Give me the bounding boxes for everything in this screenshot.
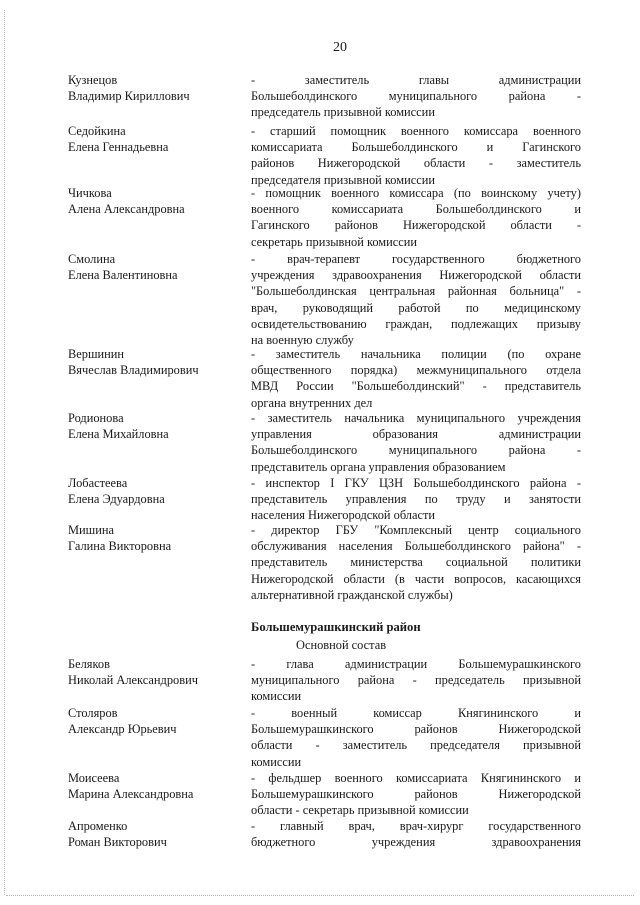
- role-line: - заместитель начальника полиции (по охране: [251, 347, 581, 361]
- role-line: области - секретарь призывной комиссии: [251, 803, 469, 818]
- member-given-name: Алена Александровна: [68, 202, 185, 217]
- member-role: [251, 818, 581, 850]
- role-line: - помощник военного комиссара (по воинскому учету): [251, 186, 581, 200]
- member-role: [251, 475, 581, 524]
- role-line: муниципального района - председатель призывной: [251, 673, 581, 688]
- member-given-name: Марина Александровна: [68, 787, 194, 802]
- member-given-name: Вячеслав Владимирович: [68, 363, 199, 378]
- role-line: - инспектор I ГКУ ЦЗН Большеболдинского района -: [251, 476, 581, 490]
- scan-edge-bottom: [6, 895, 634, 896]
- member-given-name: Владимир Кириллович: [68, 89, 190, 104]
- role-line: управления образования администрации: [251, 427, 581, 442]
- role-line: Большеболдинского муниципального района -: [251, 89, 581, 104]
- role-line: - врач-терапевт государственного бюджетного: [251, 252, 581, 266]
- member-given-name: Елена Геннадьевна: [68, 140, 169, 155]
- role-line: врач, руководящий работой по медицинскому: [251, 300, 581, 315]
- member-role: [251, 656, 581, 705]
- member-surname: Смолина: [68, 252, 116, 266]
- member-role: [251, 770, 581, 819]
- section-title: Большемурашкинский район: [251, 620, 421, 634]
- role-line: общественного порядка) межмуниципального отдела: [251, 363, 581, 378]
- member-given-name: Николай Александрович: [68, 673, 198, 688]
- role-line: представитель управления по труду и занятости: [251, 492, 581, 507]
- member-given-name: Елена Валентиновна: [68, 268, 178, 283]
- section-subtitle: Основной состав: [296, 638, 387, 652]
- role-line: населения Нижегородской области: [251, 508, 436, 523]
- member-name: [68, 770, 248, 802]
- role-line: районов Нижегородской области - заместитель: [251, 156, 581, 171]
- member-name: [68, 818, 248, 850]
- role-line: учреждения здравоохранения Нижегородской области: [251, 268, 581, 283]
- role-line: Большемурашкинского районов Нижегородской: [251, 722, 581, 737]
- member-surname: Седойкина: [68, 124, 126, 138]
- role-line: освидетельствованию граждан, подлежащих призыву: [251, 316, 581, 331]
- member-surname: Родионова: [68, 411, 124, 425]
- role-line: области - заместитель председателя призывной: [251, 738, 581, 753]
- role-line: секретарь призывной комиссии: [251, 234, 418, 249]
- role-line: на военную службу: [251, 332, 354, 347]
- role-line: МВД России "Большеболдинский" - представитель: [251, 379, 581, 394]
- role-line: - заместитель начальника муниципального учреждения: [251, 411, 581, 425]
- member-name: [68, 475, 248, 507]
- member-name: [68, 410, 248, 442]
- page-number: 20: [333, 40, 347, 55]
- role-line: бюджетного учреждения здравоохранения: [251, 835, 581, 850]
- member-role: [251, 72, 581, 121]
- member-surname: Апроменко: [68, 819, 128, 833]
- member-name: [68, 705, 248, 737]
- role-line: председателя призывной комиссии: [251, 172, 435, 187]
- role-line: - заместитель главы администрации: [251, 73, 581, 87]
- member-surname: Беляков: [68, 657, 110, 671]
- role-line: комиссии: [251, 689, 302, 704]
- member-given-name: Елена Михайловна: [68, 427, 169, 442]
- role-line: "Большеболдинская центральная районная больница" -: [251, 284, 581, 299]
- member-surname: Моисеева: [68, 771, 120, 785]
- role-line: председатель призывной комиссии: [251, 105, 435, 120]
- member-role: [251, 522, 581, 603]
- role-line: - фельдшер военного комиссариата Княгининского и: [251, 771, 581, 785]
- member-role: [251, 185, 581, 250]
- role-line: - директор ГБУ "Комплексный центр социального: [251, 523, 581, 537]
- role-line: Большемурашкинского районов Нижегородской: [251, 787, 581, 802]
- member-surname: Лобастеева: [68, 476, 128, 490]
- role-line: - главный врач, врач-хирург государственного: [251, 819, 581, 833]
- role-line: Гагинского районов Нижегородской области -: [251, 218, 581, 233]
- member-role: [251, 410, 581, 475]
- role-line: органа внутренних дел: [251, 395, 373, 410]
- member-surname: Чичкова: [68, 186, 112, 200]
- role-line: - военный комиссар Княгининского и: [251, 706, 581, 720]
- member-name: [68, 346, 248, 378]
- member-name: [68, 72, 248, 104]
- member-name: [68, 123, 248, 155]
- member-given-name: Александр Юрьевич: [68, 722, 177, 737]
- member-role: [251, 251, 581, 348]
- member-surname: Кузнецов: [68, 73, 118, 87]
- member-role: [251, 705, 581, 770]
- member-role: [251, 123, 581, 188]
- role-line: - глава администрации Большемурашкинского: [251, 657, 581, 671]
- role-line: Большеболдинского муниципального района -: [251, 443, 581, 458]
- member-surname: Столяров: [68, 706, 118, 720]
- role-line: представитель органа управления образованием: [251, 459, 506, 474]
- role-line: альтернативной гражданской службы): [251, 587, 453, 602]
- member-name: [68, 251, 248, 283]
- member-name: [68, 185, 248, 217]
- scan-edge-left: [4, 10, 5, 895]
- role-line: представитель министерства социальной политики: [251, 555, 581, 570]
- member-given-name: Роман Викторович: [68, 835, 167, 850]
- role-line: комиссии: [251, 754, 302, 769]
- member-name: [68, 522, 248, 554]
- member-given-name: Галина Викторовна: [68, 539, 172, 554]
- member-given-name: Елена Эдуардовна: [68, 492, 165, 507]
- role-line: Нижегородской области (в части вопросов, касающихся: [251, 571, 581, 586]
- member-role: [251, 346, 581, 411]
- role-line: обслуживания населения Большеболдинского района" -: [251, 539, 581, 554]
- role-line: - старший помощник военного комиссара военного: [251, 124, 581, 138]
- role-line: комиссариата Большеболдинского и Гагинского: [251, 140, 581, 155]
- member-name: [68, 656, 248, 688]
- member-surname: Вершинин: [68, 347, 125, 361]
- member-surname: Мишина: [68, 523, 114, 537]
- role-line: военного комиссариата Большеболдинского и: [251, 202, 581, 217]
